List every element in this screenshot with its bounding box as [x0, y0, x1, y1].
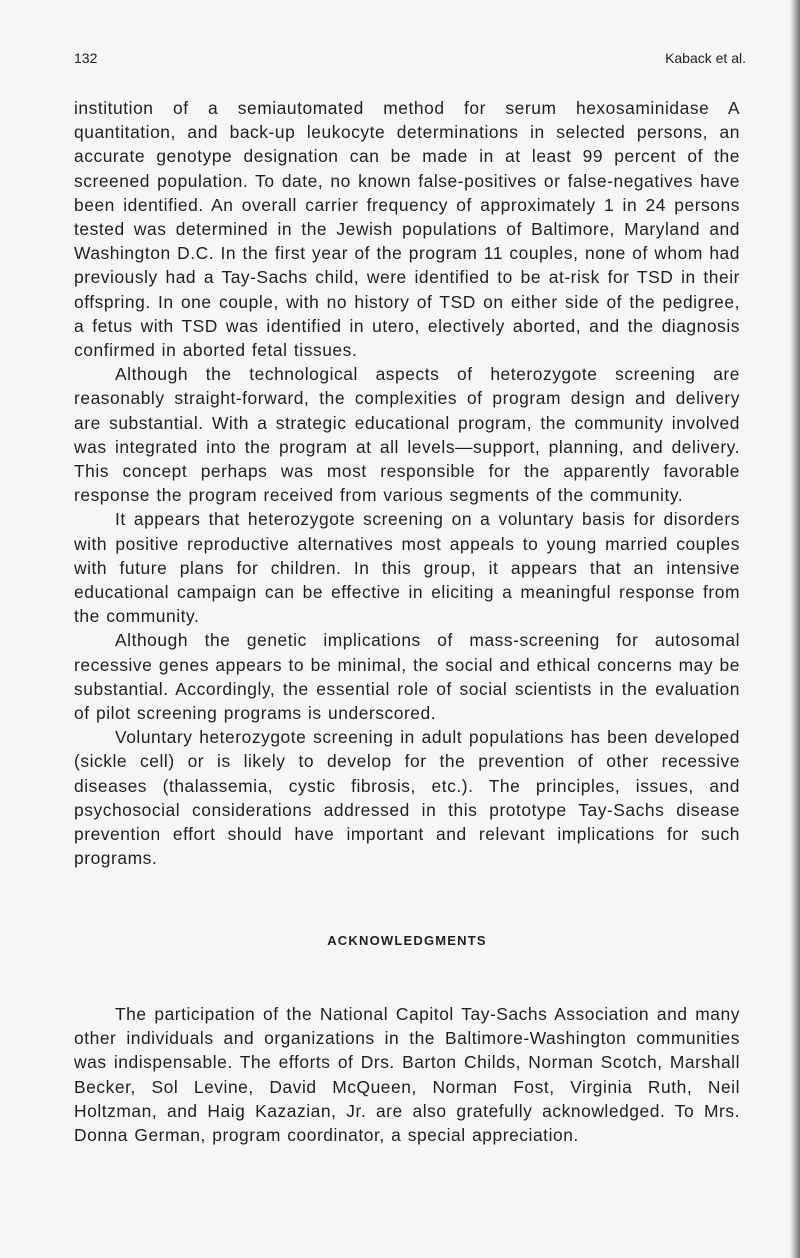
paragraph-voluntary-screening: Voluntary heterozygote screening in adult populations has been developed (sickle cell) or is likely to develop for the prevention of other recessive diseases (thalassemia, cystic fibrosis, etc.). The principles, issues, and psychosocial considerations addressed in this prototype Tay-Sachs disease prevention effort should have important and relevant implications for such programs.: [74, 727, 740, 869]
paragraph-voluntary-basis: It appears that heterozygote screening on a voluntary basis for disorders with positive reproductive alternatives most appeals to young married couples with future plans for children. In this group, it appears that an intensive educational campaign can be effective in eliciting a meaningful response from the community.: [74, 509, 740, 627]
paragraph-continued: institution of a semiautomated method for serum hexosaminidase A quantitation, and back-up leukocyte determinations in selected persons, an accurate genotype designation can be made in at least 99 percent of the screened population. To date, no known false-positives or false-negatives have been identified. An overall carrier frequency of approximately 1 in 24 persons tested was determined in the Jewish populations of Baltimore, Maryland and Washington D.C. In the first year of the program 11 couples, none of whom had previously had a Tay-Sachs child, were identified to be at-risk for TSD in their offspring. In one couple, with no history of TSD on either side of the pedigree, a fetus with TSD was identified in utero, electively aborted, and the diagnosis confirmed in aborted fetal tissues.: [74, 98, 740, 361]
running-header: [74, 50, 746, 72]
paragraph-genetic-implications: Although the genetic implications of mass-screening for autosomal recessive genes appears to be minimal, the social and ethical concerns may be substantial. Accordingly, the essential role of social scientists in the evaluation of pilot screening programs is underscored.: [74, 630, 740, 724]
running-author: Kaback et al.: [665, 50, 746, 66]
acknowledgments-paragraph: The participation of the National Capitol Tay-Sachs Association and many other individuals and organizations in the Baltimore-Washington communities was indispensable. The efforts of Drs. Barton Childs, Norman Scotch, Marshall Becker, Sol Levine, David McQueen, Norman Fost, Virginia Ruth, Neil Holtzman, and Haig Kazazian, Jr. are also gratefully acknowledged. To Mrs. Donna German, program coordinator, a special appreciation.: [74, 1004, 740, 1146]
paragraph-technological-aspects: Although the technological aspects of heterozygote screening are reasonably straight-forward, the complexities of program design and delivery are substantial. With a strategic educational program, the community involved was integrated into the program at all levels—support, planning, and delivery. This concept perhaps was most responsible for the apparently favorable response the program received from various segments of the community.: [74, 364, 740, 506]
acknowledgments-text: [74, 1002, 740, 1147]
acknowledgments-heading: ACKNOWLEDGMENTS: [327, 933, 487, 948]
body-text: [74, 96, 740, 871]
page-edge-shadow: [790, 0, 800, 1258]
page-number: 132: [74, 50, 98, 66]
